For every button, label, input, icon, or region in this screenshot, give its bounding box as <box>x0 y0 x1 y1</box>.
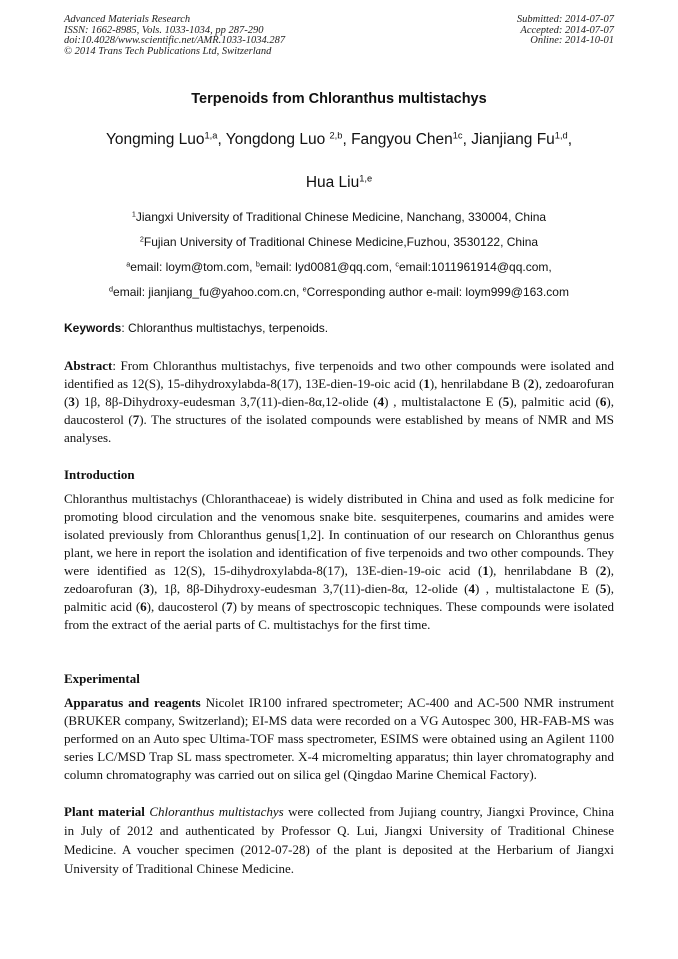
journal-copyright: © 2014 Trans Tech Publications Ltd, Switzerland <box>64 45 272 57</box>
journal-name: Advanced Materials Research <box>64 14 191 25</box>
apparatus-label: Apparatus and reagents <box>64 695 201 710</box>
abstract: Abstract: From Chloranthus multistachys, five terpenoids and two other compounds were isolated and identified as 12(S), 15-dihydroxylabda-8(17), 13E-dien-19-oic acid (1), henrilabdane B (2), zedoarofuran (3) 1β, 8β-Dihydroxy-eudesman 3,7(11)-dien-8α,12-olide (4) , multistalactone E (5), palmitic acid (6), daucosterol (7). The structures of the isolated compounds were established by means of NMR and MS analyses. <box>64 358 614 445</box>
accepted-date: Accepted: 2014-07-07 <box>520 24 614 36</box>
author-affiliation-mark: 1c <box>452 130 463 141</box>
journal-info <box>64 15 285 57</box>
affiliation-1: $^1$Jiangxi University of Traditional Chinese Medicine, Nanchang, 330004, China <box>131 209 547 224</box>
affiliation-2: $^2$Fujian University of Traditional Chinese Medicine,Fuzhou, 3530122, China <box>139 234 539 249</box>
apparatus-paragraph: Apparatus and reagents Nicolet IR100 infrared spectrometer; AC-400 and AC-500 NMR instrument (BRUKER company, Switzerland); EI-MS data were recorded on a VG Autospec 300, HR-FAB-MS was performed on an Auto spec Ultima-TOF mass spectrometer, ESIMS were obtained using an Agilent 1100 series LC/MSD Trap SL mass spectrometer. X-4 micromelting apparatus; thin layer chromatography and column chromatography was carried out on silica gel (Qingdao Marine Chemical Factory). <box>64 695 615 782</box>
submitted-date: Submitted: 2014-07-07 <box>516 14 614 25</box>
email-line-1: $^a$email: loym@tom.com, $^b$email: lyd0081@qq.com, $^c$email:1011961914@qq.com, <box>126 259 552 274</box>
plant-material-label: Plant material <box>64 804 145 819</box>
introduction-heading: Introduction <box>64 467 135 482</box>
author-name: Fangyou Chen <box>351 131 453 148</box>
author-name: Jianjiang Fu <box>471 131 555 148</box>
abstract-label: Abstract <box>64 358 113 373</box>
introduction-paragraph: Chloranthus multistachys (Chloranthaceae) is widely distributed in China and used as folk medicine for promoting blood circulation and the venomous snake bite. sesquiterpenes, coumarins and amides were isolated previously from Chloranthus genus[1,2]. In continuation of our research on Chloranthus genus plant, we here in report the isolation and identification of five terpenoids and two other compounds. They were identified as 12(S), 15-dihydroxylabda-8(17), 13E-dien-19-oic acid (1), henrilabdane B (2), zedoarofuran (3), 1β, 8β-Dihydroxy-eudesman 3,7(11)-dien-8α, 12-olide (4) , multistalactone E (5), palmitic acid (6), daucosterol (7) by means of spectroscopic techniques. These compounds were isolated from the extract of the aerial parts of C. multistachys for the first time. <box>64 491 614 632</box>
author-affiliation-mark: 1,d <box>554 130 568 141</box>
paper-title: Terpenoids from Chloranthus multistachys <box>191 91 487 107</box>
author-name: Yongdong Luo <box>225 131 330 148</box>
keywords-text: : Chloranthus multistachys, terpenoids. <box>121 321 329 335</box>
author-name: Yongming Luo <box>105 131 205 148</box>
author-name: Hua Liu <box>305 174 360 191</box>
online-date: Online: 2014-10-01 <box>530 35 614 47</box>
author-affiliation-mark: 2,b <box>329 130 343 141</box>
keywords-label: Keywords <box>64 321 122 335</box>
email-line-2: $^d$email: jianjiang_fu@yahoo.com.cn, $^e$Corresponding author e-mail: loym999@163.com <box>109 284 569 299</box>
author-affiliation-mark: 1,e <box>359 173 373 184</box>
plant-material-paragraph: Plant material Chloranthus multistachys were collected from Jujiang country, Jiangxi Province, China in July of 2012 and authenticated by Professor Q. Lui, Jiangxi University of Traditional Chinese Medicine. A voucher specimen (2012-07-28) of the plant is deposited at the Herbarium of Jiangxi University of Traditional Chinese Medicine. <box>64 804 614 876</box>
author-affiliation-mark: 1,a <box>204 130 218 141</box>
plant-species: Chloranthus multistachys <box>149 804 284 819</box>
publication-dates <box>517 15 614 47</box>
journal-issn: ISSN: 1662-8985, Vols. 1033-1034, pp 287-290 <box>64 24 264 36</box>
author-list-continued <box>0 174 678 192</box>
keywords <box>64 321 614 335</box>
experimental-heading: Experimental <box>64 671 140 686</box>
author-list: Yongming Luo$^{1,a}$, Yongdong Luo $^{2,b}$, Fangyou Chen$^{1c}$, Jianjiang Fu$^{1,d}$, <box>105 130 573 148</box>
journal-doi: doi:10.4028/www.scientific.net/AMR.1033-1034.287 <box>64 35 286 47</box>
